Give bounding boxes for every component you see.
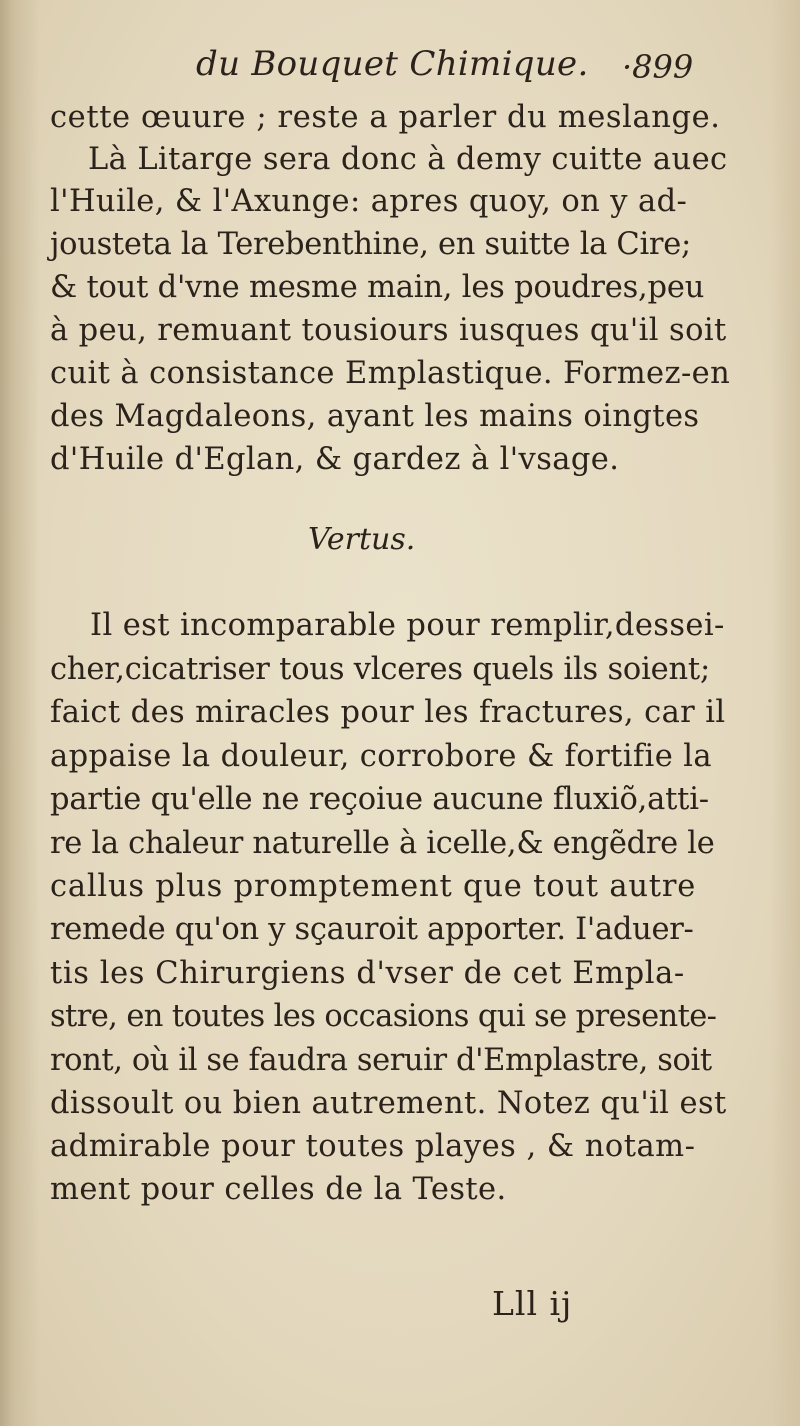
running-title: du Bouquet Chimique.: [196, 44, 589, 84]
page-gutter-shadow: [0, 0, 40, 1426]
text-line: admirable pour toutes playes , & notam-: [50, 1129, 696, 1164]
text-line: ront, où il se faudra seruir d'Emplastre, soit: [50, 1043, 712, 1078]
text-line: re la chaleur naturelle à icelle,& engẽdre le: [50, 826, 715, 861]
text-line: jousteta la Terebenthine, en suitte la Cire;: [50, 227, 691, 262]
text-line: à peu, remuant tousiours iusques qu'il soit: [50, 313, 727, 348]
page-number: ·899: [622, 48, 694, 86]
text-line: d'Huile d'Eglan, & gardez à l'vsage.: [50, 442, 620, 477]
text-line: appaise la douleur, corrobore & fortifie la: [50, 739, 712, 774]
text-line: des Magdaleons, ayant les mains oingtes: [50, 399, 700, 434]
text-line: l'Huile, & l'Axunge: apres quoy, on y ad-: [50, 184, 688, 219]
text-line: ment pour celles de la Teste.: [50, 1172, 507, 1207]
text-line: faict des miracles pour les fractures, car il: [50, 695, 726, 730]
text-line: Là Litarge sera donc à demy cuitte auec: [88, 142, 728, 177]
text-line: cuit à consistance Emplastique. Formez-en: [50, 356, 731, 391]
text-line: partie qu'elle ne reçoiue aucune fluxiõ,atti-: [50, 782, 709, 817]
text-line: remede qu'on y sçauroit apporter. I'aduer-: [50, 912, 694, 947]
text-line: callus plus promptement que tout autre: [50, 869, 697, 904]
text-line: stre, en toutes les occasions qui se presente-: [50, 999, 717, 1034]
text-line: cette œuure ; reste a parler du meslange.: [50, 100, 721, 135]
signature-mark: Lll ij: [492, 1284, 573, 1323]
text-line: cher,cicatriser tous vlceres quels ils soient;: [50, 652, 711, 687]
text-line: Il est incomparable pour remplir,dessei-: [90, 608, 725, 643]
section-heading: Vertus.: [308, 522, 416, 557]
text-line: & tout d'vne mesme main, les poudres,peu: [50, 270, 705, 305]
text-line: tis les Chirurgiens d'vser de cet Empla-: [50, 956, 685, 991]
text-line: dissoult ou bien autrement. Notez qu'il est: [50, 1086, 727, 1121]
page-edge: [770, 0, 800, 1426]
